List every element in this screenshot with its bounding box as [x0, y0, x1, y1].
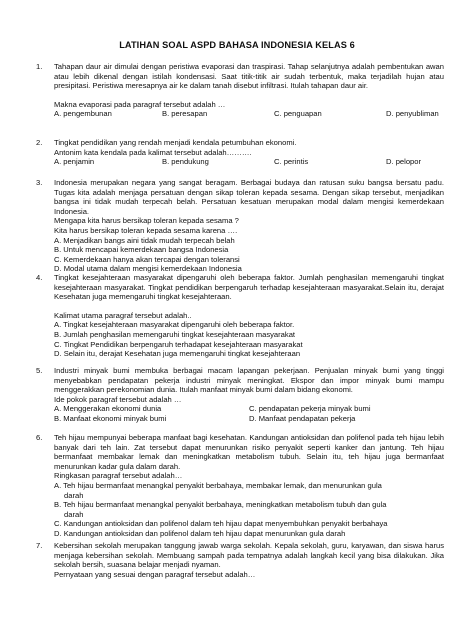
question-passage: Industri minyak bumi membuka berbagai macam lapangan pekerjaan. Penjualan minyak bumi yang tinggi menyebabkan pendapatan pekerja industri minyak meningkat. Ekspor dan impor minyak bumi mampu menggerakkan perekonomian dunia. Itulah manfaat minyak bumi dalam bidang ekonomi.	[54, 366, 444, 395]
question-number: 4.	[36, 273, 43, 282]
question-prompt: Pernyataan yang sesuai dengan paragraf tersebut adalah…	[54, 569, 256, 579]
question-number: 2.	[36, 138, 43, 147]
question-4	[36, 273, 444, 359]
option-b[interactable]: B. Manfaat ekonomi minyak bumi	[54, 413, 167, 423]
question-passage: Tahapan daur air dimulai dengan peristiwa evaporasi dan traspirasi. Tahap selanjutnya adalah pembentukan awan atau lebih dikenal dengan istilah kondensasi. Saat titik-titik air sudah terbentuk, maka terjadilah hujan atau presipitasi. Peristiwa meresapnya air ke dalam tanah disebut infiltrasi. Itulah tahapan daur air.	[54, 62, 444, 91]
option-a[interactable]: A. penjamin	[54, 157, 95, 167]
question-2	[36, 138, 444, 167]
answer-options	[54, 481, 444, 539]
question-5	[36, 366, 444, 424]
question-prompt: Ringkasan paragraf tersebut adalah…	[54, 471, 183, 481]
question-passage: Kebersihan sekolah merupakan tanggung jawab warga sekolah. Kepala sekolah, guru, karyawan, dan siswa harus menjaga kebersihan sekolah. Membuang sampah pada tempatnya adalah langkah kecil yang bisa dilakukan. Jika sekolah bersih, suasana belajar menjadi nyaman.	[54, 541, 444, 570]
option-a-continuation: darah	[64, 490, 84, 500]
option-c[interactable]: C. Tingkat Pendidikan berpengaruh terhadapat kesejahteraan masyarakat	[54, 339, 303, 349]
answer-options	[54, 404, 444, 423]
question-number: 3.	[36, 178, 43, 187]
option-d[interactable]: D. Kandungan antioksidan dan polifenol dalam teh hijau dapat menurunkan gula darah	[54, 528, 346, 538]
question-7	[36, 541, 444, 579]
answer-options	[54, 157, 444, 167]
answer-options	[54, 320, 444, 358]
question-prompt: Ide pokok paragraf tersebut adalah …	[54, 394, 182, 404]
question-prompt: Antonim kata kendala pada kalimat tersebut adalah……….	[54, 147, 252, 157]
option-d[interactable]: D. Selain itu, derajat Kesehatan juga memengaruhi tingkat kesejahteraan	[54, 349, 301, 359]
option-b[interactable]: B. pendukung	[162, 157, 209, 167]
option-b-continuation: darah	[64, 509, 84, 519]
question-6	[36, 433, 444, 539]
option-a[interactable]: A. pengembunan	[54, 109, 112, 119]
option-b[interactable]: B. Teh hijau bermanfaat menangkal penyakit berbahaya, meningkatkan metabolism tubuh dan gula	[54, 500, 387, 510]
option-d[interactable]: D. Modal utama dalam mengisi kemerdekaan Indonesia	[54, 264, 242, 274]
question-prompt: Kalimat utama paragraf tersebut adalah..	[54, 310, 192, 320]
option-b[interactable]: B. Untuk mencapai kemerdekaan bangsa Indonesia	[54, 245, 229, 255]
question-number: 6.	[36, 433, 43, 442]
question-prompt: Mengapa kita harus bersikap toleran kepada sesama ?	[54, 216, 239, 226]
question-number: 5.	[36, 366, 43, 375]
answer-options	[54, 109, 444, 119]
page-title: LATIHAN SOAL ASPD BAHASA INDONESIA KELAS 6	[119, 40, 355, 50]
question-passage: Teh hijau mempunyai beberapa manfaat bagi kesehatan. Kandungan antioksidan dan polifenol pada teh hijau lebih banyak dari teh lain. Zat tersebut dapat menurunkan risiko penyakit seperti kanker dan jantung. Teh hijau bermanfaat membakar lemak dan meningkatkan metabolism tubuh. Selain itu, teh hijau juga bermanfaat menurunkan kadar gula dalam darah.	[54, 433, 444, 471]
option-c[interactable]: C. perintis	[274, 157, 309, 167]
option-c[interactable]: C. Kemerdekaan hanya akan tercapai dengan toleransi	[54, 254, 240, 264]
question-passage: Indonesia merupakan negara yang sangat beragam. Berbagai budaya dan ratusan suku bangsa bersatu padu. Tugas kita adalah menjaga persatuan dengan sikap toleran kepada sesama. Dengan sikap tersebut, menjadikan bangsa ini tidak mudah terpecah belah. Persatuan kesatuan merupakan modal dalam mengisi kemerdekaan Indonesia.	[54, 178, 444, 216]
option-d[interactable]: D. Manfaat pendapatan pekerja	[249, 413, 356, 423]
option-a[interactable]: A. Menjadikan bangs aini tidak mudah terpecah belah	[54, 235, 235, 245]
question-prompt: Makna evaporasi pada paragraf tersebut adalah …	[54, 99, 226, 109]
question-1	[36, 62, 444, 119]
question-number: 7.	[36, 541, 43, 550]
question-passage: Tingkat pendidikan yang rendah menjadi kendala petumbuhan ekonomi.	[54, 138, 297, 147]
question-prompt-continuation: Kita harus bersikap toleran kepada sesama karena ….	[54, 225, 238, 235]
option-a[interactable]: A. Teh hijau bermanfaat menangkal penyakit berbahaya, membakar lemak, dan menurunkan gula	[54, 480, 382, 490]
question-3	[36, 178, 444, 274]
option-c[interactable]: C. Kandungan antioksidan dan polifenol dalam teh hijau dapat menyembuhkan penyakit berbahaya	[54, 519, 388, 529]
option-a[interactable]: A. Menggerakan ekonomi dunia	[54, 404, 162, 414]
option-d[interactable]: D. pelopor	[386, 157, 422, 167]
option-c[interactable]: C. pendapatan pekerja minyak bumi	[249, 404, 371, 414]
option-d[interactable]: D. penyubliman	[386, 109, 439, 119]
option-a[interactable]: A. Tingkat kesejahteraan masyarakat dipengaruhi oleh beberapa faktor.	[54, 320, 295, 330]
question-number: 1.	[36, 62, 43, 71]
question-passage: Tingkat kesejahteraan masyarakat dipengaruhi oleh beberapa faktor. Jumlah penghasilan memengaruhi tingkat kesejahteraan masyarakat. Tingkat pendidikan berpengaruh terhadap kesejahteraan masyarakat.Selain itu, derajat Kesehatan juga memengaruhi tingkat kesejahteraan.	[54, 273, 444, 302]
answer-options	[54, 236, 444, 274]
option-b[interactable]: B. peresapan	[162, 109, 208, 119]
option-c[interactable]: C. penguapan	[274, 109, 322, 119]
option-b[interactable]: B. Jumlah penghasilan memengaruhi tingkat kesejahteraan masyarakat	[54, 329, 296, 339]
